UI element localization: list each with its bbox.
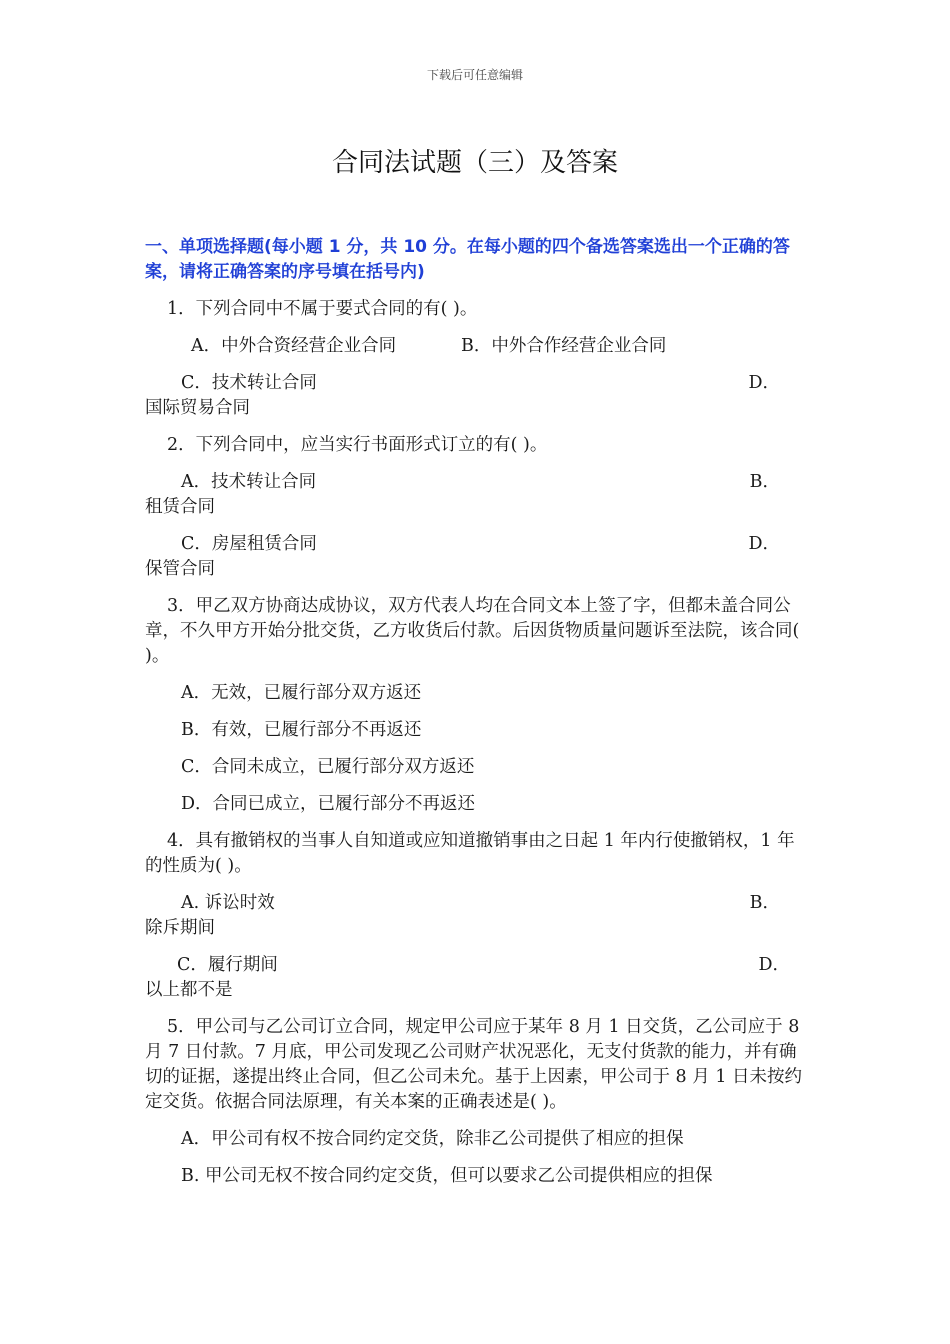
question-1-options-ab [145, 334, 810, 359]
document-title: 合同法试题（三）及答案 [331, 148, 618, 178]
option-4d-letter: D． [758, 955, 790, 975]
option-2b-text: 租赁合同 [145, 497, 215, 517]
option-1d-text: 国际贸易合同 [145, 398, 250, 418]
question-4: 4．具有撤销权的当事人自知道或应知道撤销事由之日起 1 年内行使撤销权，1 年的性质为( )。 [145, 831, 795, 876]
option-3b: B．有效，已履行部分不再返还 [181, 720, 422, 740]
option-5a: A．甲公司有权不按合同约定交货，除非乙公司提供了相应的担保 [181, 1129, 684, 1149]
question-4-options-cd [145, 953, 810, 1003]
question-5: 5．甲公司与乙公司订立合同，规定甲公司应于某年 8 月 1 日交货，乙公司应于 8 月 7 日付款。7 月底，甲公司发现乙公司财产状况恶化，无支付货款的能力，并有确切的证据，遂提出终止合同，但乙公司未允。基于上因素，甲公司于 8 月 1 日未按约定交货。依据合同法原理，有关本案的正确表述是( )。 [145, 1017, 803, 1112]
question-2-options-cd [145, 532, 810, 582]
option-2d-letter: D． [748, 534, 780, 554]
option-3a: A．无效，已履行部分双方返还 [181, 683, 422, 703]
question-2: 2．下列合同中，应当实行书面形式订立的有( )。 [167, 435, 548, 455]
question-4-options-ab [145, 891, 810, 941]
option-2c: C．房屋租赁合同 [181, 534, 317, 554]
section-heading: 一、单项选择题(每小题 1 分，共 10 分。在每小题的四个备选答案选出一个正确的答案，请将正确答案的序号填在括号内) [145, 237, 790, 282]
option-1a: A．中外合资经营企业合同 [191, 336, 397, 356]
option-3d: D．合同已成立，已履行部分不再返还 [181, 794, 476, 814]
option-3c: C．合同未成立，已履行部分双方返还 [181, 757, 475, 777]
question-3: 3．甲乙双方协商达成协议，双方代表人均在合同文本上签了字，但都未盖合同公章，不久甲方开始分批交货，乙方收货后付款。后因货物质量问题诉至法院，该合同( )。 [145, 596, 800, 666]
option-4d-text: 以上都不是 [145, 980, 233, 1000]
option-4b-letter: B． [749, 893, 780, 913]
option-2a: A．技术转让合同 [181, 472, 317, 492]
question-1: 1．下列合同中不属于要式合同的有( )。 [167, 299, 478, 319]
option-1c: C．技术转让合同 [181, 373, 317, 393]
option-2d-text: 保管合同 [145, 559, 215, 579]
option-4c: C．履行期间 [177, 955, 278, 975]
option-5b: B. 甲公司无权不按合同约定交货，但可以要求乙公司提供相应的担保 [181, 1166, 713, 1186]
option-1d-letter: D． [748, 373, 780, 393]
document-body [145, 235, 810, 1201]
option-1b: B．中外合作经营企业合同 [461, 336, 667, 356]
header-note: 下载后可任意编辑 [426, 68, 523, 82]
option-4a: A. 诉讼时效 [181, 893, 275, 913]
option-2b-letter: B． [749, 472, 780, 492]
question-2-options-ab [145, 470, 810, 520]
option-4b-text: 除斥期间 [145, 918, 215, 938]
question-1-options-cd [145, 371, 810, 421]
